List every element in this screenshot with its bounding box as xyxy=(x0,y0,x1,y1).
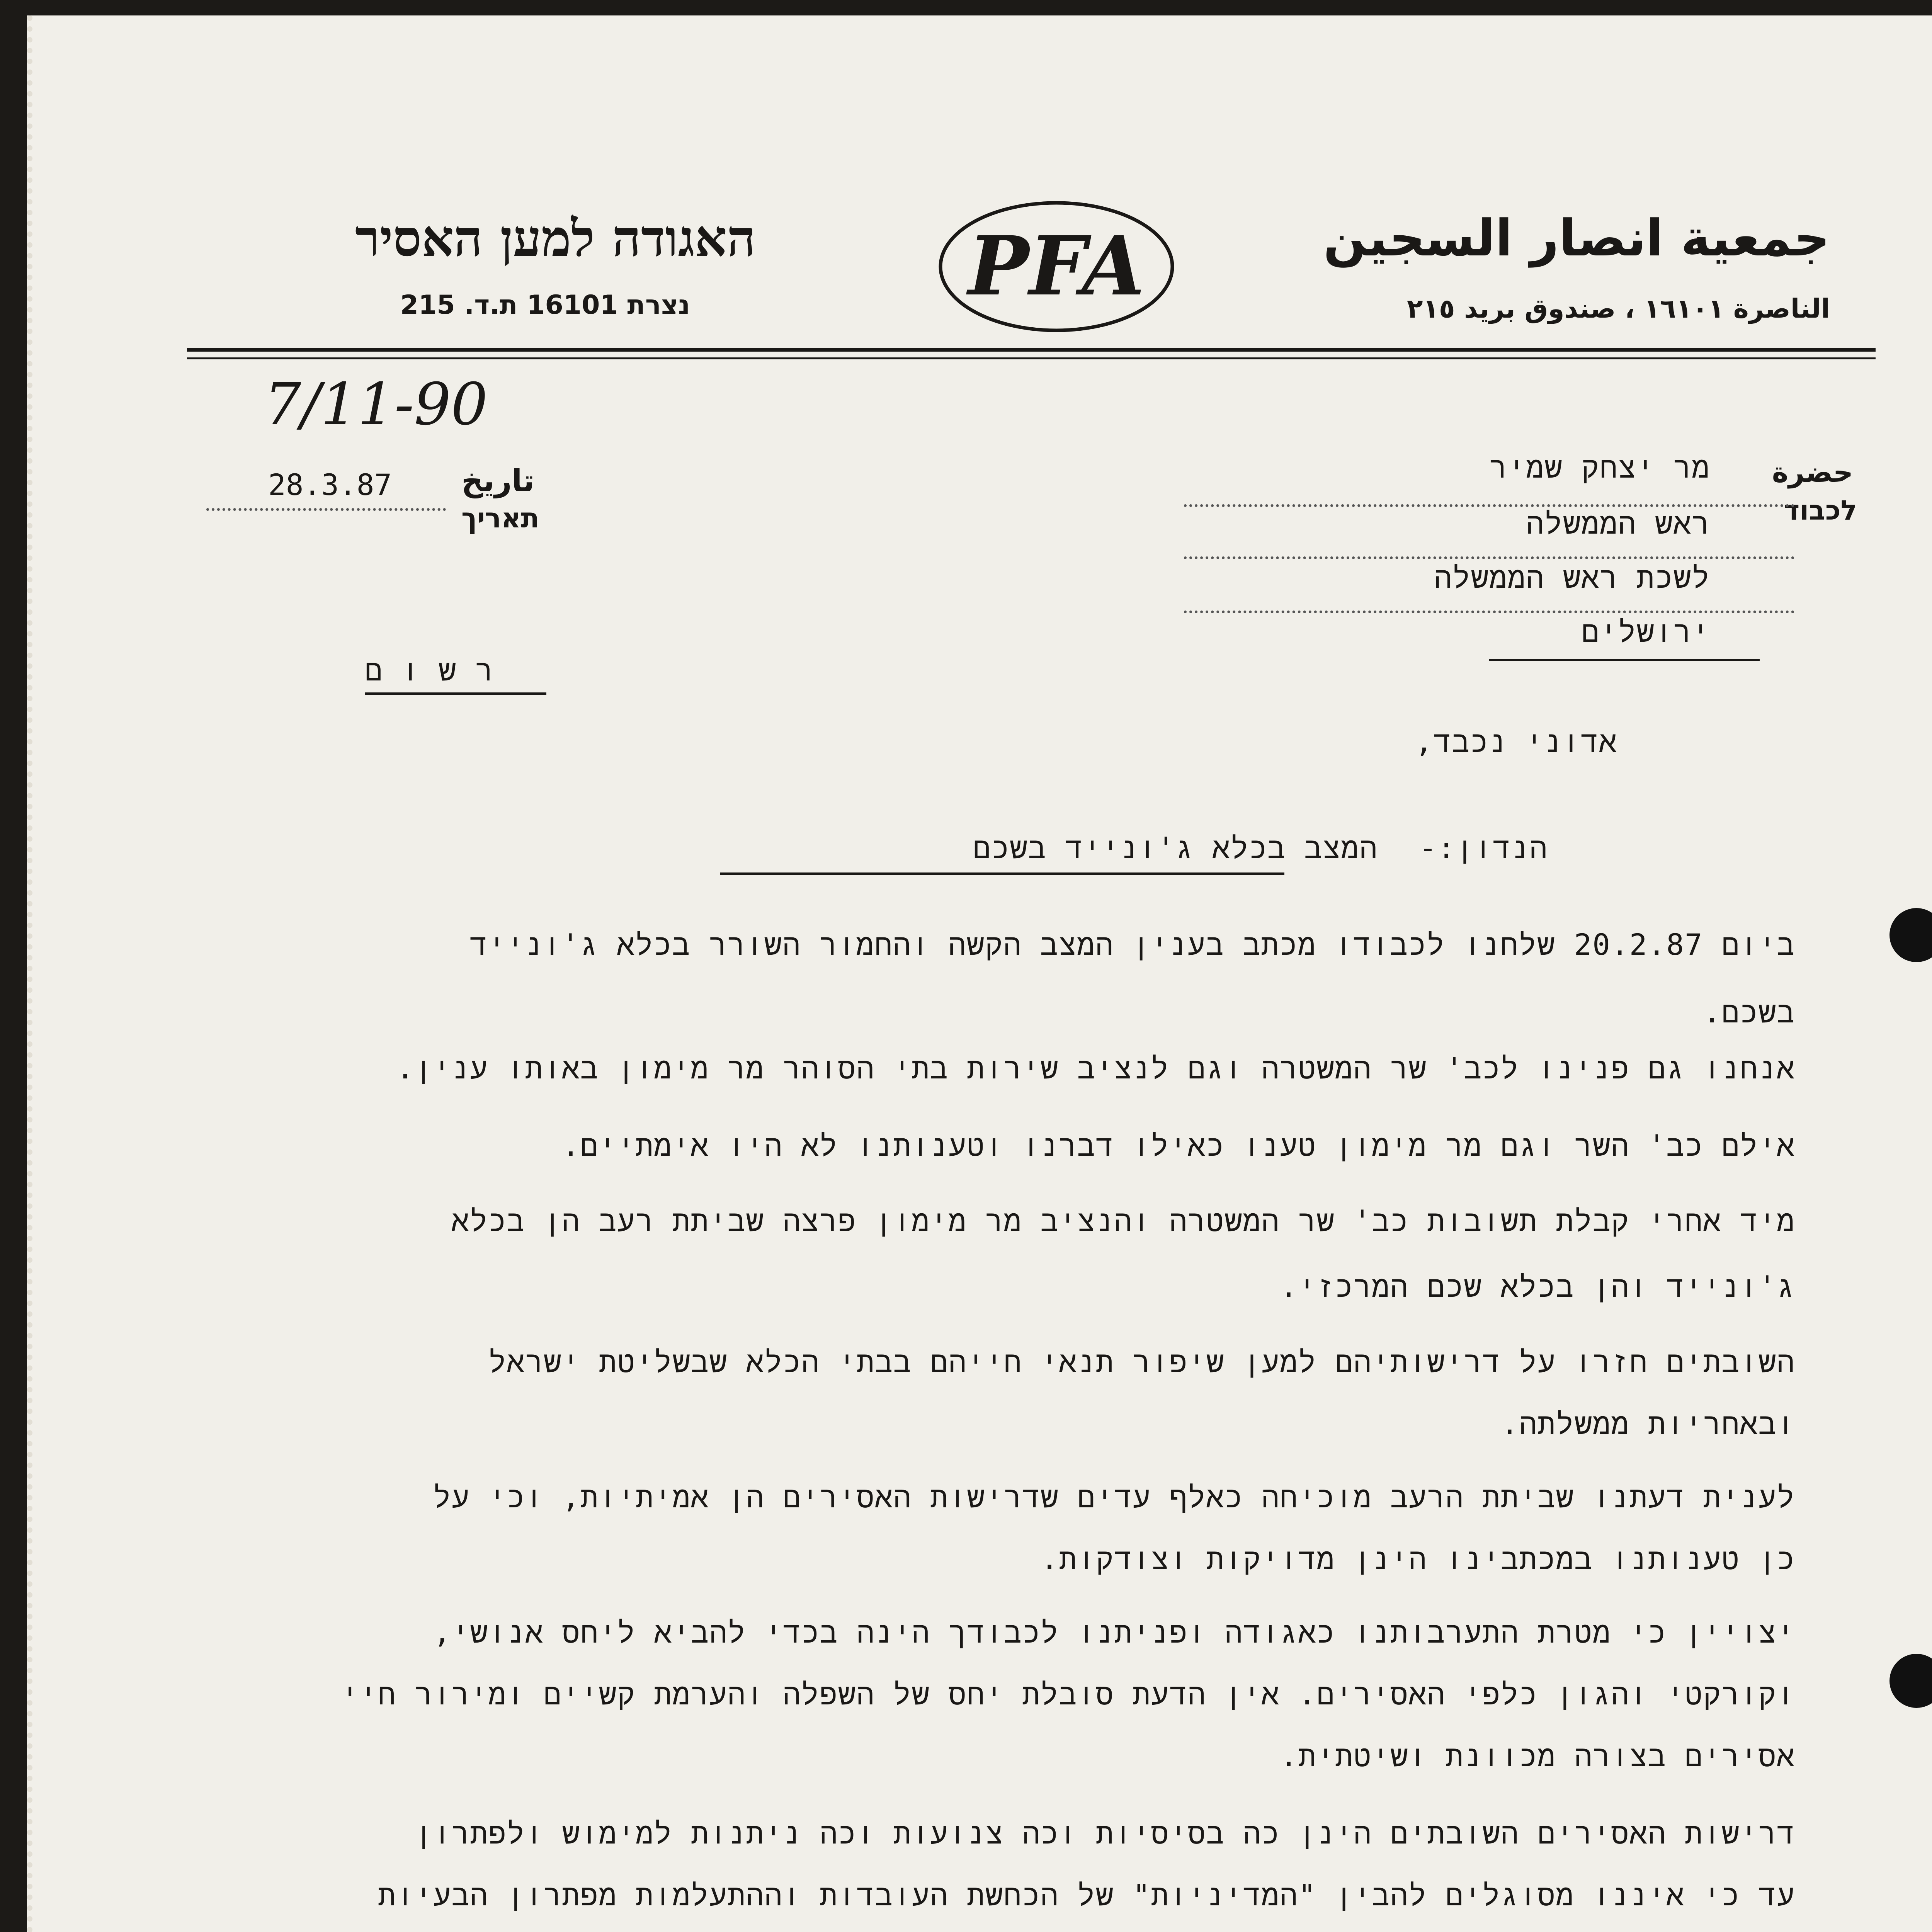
pfa-logo xyxy=(937,197,1176,336)
salutation-hebrew: לכבוד xyxy=(1784,495,1857,526)
subject-label: הנדון:- xyxy=(1419,831,1548,865)
date-label-arabic: تاريخ xyxy=(461,464,534,498)
hebrew-org-address: נצרת 16101 ת.ד. 215 xyxy=(400,290,690,320)
salutation-arabic: حضرة xyxy=(1772,456,1853,488)
paragraph-line: ג'ונייד והן בכלא שכם המרכזי. xyxy=(1280,1269,1795,1304)
date-value: 28.3.87 xyxy=(268,468,392,502)
arabic-org-address: الناصرة ١٦١٠١ ، صندوق بريد ٢١٥ xyxy=(1407,294,1830,324)
recipient-line: ירושלים xyxy=(1581,614,1710,649)
paragraph-line: מיד אחרי קבלת תשובות כב' שר המשטרה והנציב מר מימון פרצה שביתת רעב הן בכלא xyxy=(451,1204,1795,1238)
registered-mark: ר ש ו ם xyxy=(365,653,494,687)
paragraph-line: וקורקטי והגון כלפי האסירים. אין הדעת סובלת יחס של השפלה והערמת קשיים ומירור חיי xyxy=(341,1677,1795,1711)
paragraph-line: ובאחריות ממשלתה. xyxy=(1500,1406,1795,1441)
subject-underline xyxy=(720,872,1284,875)
letter-page xyxy=(27,15,1932,1932)
recipient-dots xyxy=(1184,611,1794,613)
registered-underline xyxy=(365,692,546,695)
paragraph-line: אסירים בצורה מכוונת ושיטתית. xyxy=(1280,1739,1795,1773)
paragraph-line: השובתים חזרו על דרישותיהם למען שיפור תנאי חייהם בבתי הכלא שבשליטת ישראל xyxy=(488,1345,1795,1379)
paragraph-line: כן טענותנו במכתבינו הינן מדויקות וצודקות. xyxy=(1041,1542,1795,1576)
header-rule-bottom xyxy=(187,357,1876,359)
handwritten-date: 7/11-90 xyxy=(264,371,488,438)
paragraph-line: בשכם. xyxy=(1703,995,1795,1029)
hebrew-org-name: האגודה למען האסיר xyxy=(355,209,756,268)
paragraph-line: אנחנו גם פנינו לכב' שר המשטרה וגם לנציב שירות בתי הסוהר מר מימון באותו ענין. xyxy=(396,1051,1795,1085)
recipient-dots xyxy=(1184,556,1794,559)
recipient-line: לשכת ראש הממשלה xyxy=(1434,560,1710,595)
paragraph-line: עד כי איננו מסוגלים להבין "המדיניות" של הכחשת העובדות וההתעלמות מפתרון הבעיות xyxy=(378,1878,1795,1912)
paragraph-line: לענית דעתנו שביתת הרעב מוכיחה כאלף עדים שדרישות האסירים הן אמיתיות, וכי על xyxy=(433,1480,1795,1514)
subject-text: המצב בכלא ג'ונייד בשכם xyxy=(973,831,1378,865)
paragraph-line: אילם כב' השר וגם מר מימון טענו כאילו דברנו וטענותנו לא היו אימתיים. xyxy=(562,1128,1795,1163)
arabic-org-name: جمعية انصار السجين xyxy=(1323,209,1830,267)
date-dotted-line xyxy=(206,508,446,511)
paragraph-line: ביום 20.2.87 שלחנו לכבודו מכתב בענין המצב הקשה והחמור השורר בכלא ג'ונייד xyxy=(469,927,1795,962)
paragraph-line: דרישות האסירים השובתים הינן כה בסיסיות וכה צנועות וכה ניתנות למימוש ולפתרון xyxy=(415,1816,1795,1850)
recipient-city-underline xyxy=(1489,659,1760,661)
header-rule-top xyxy=(187,348,1876,352)
paragraph-line: יצויין כי מטרת התערבותנו כאגודה ופניתנו לכבודך הינה בכדי להביא ליחס אנושי, xyxy=(433,1615,1795,1650)
recipient-line: ראש הממשלה xyxy=(1526,506,1710,541)
greeting: אדוני נכבד, xyxy=(1415,724,1617,759)
date-label-hebrew: תאריך xyxy=(461,502,539,534)
recipient-line: מר יצחק שמיר xyxy=(1489,450,1710,485)
logo-text: PFA xyxy=(968,218,1145,314)
